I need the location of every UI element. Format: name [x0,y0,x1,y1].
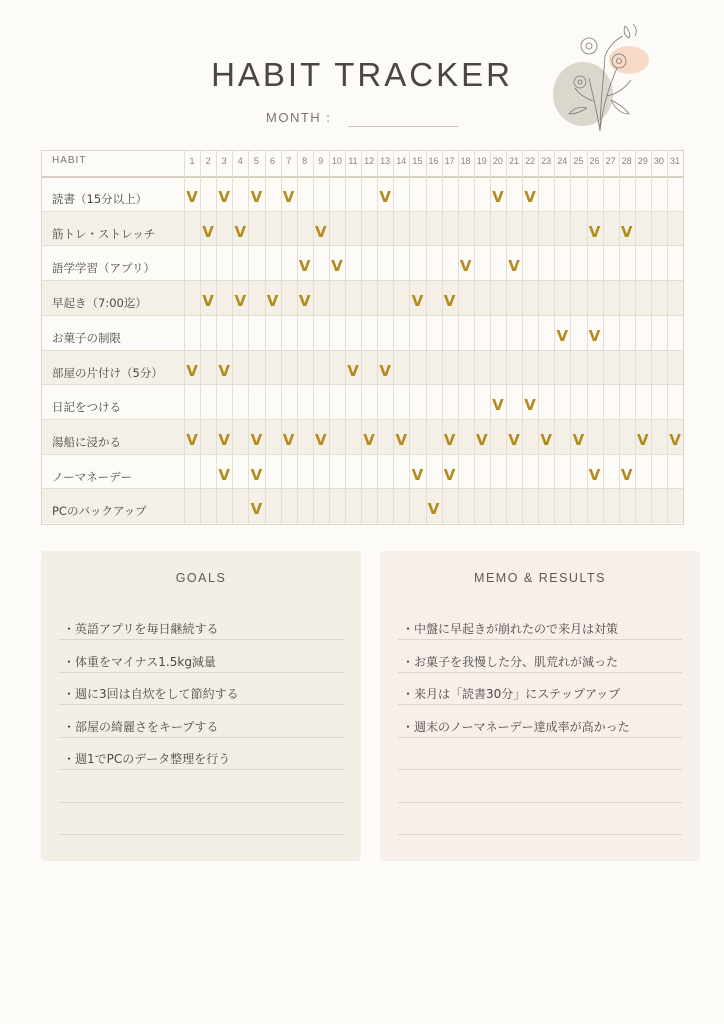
day-number: 26 [589,156,600,166]
habit-check-mark[interactable]: V [492,188,504,206]
habit-check-mark[interactable]: V [475,430,488,449]
habit-tracker-grid [41,150,684,525]
habit-check-mark[interactable]: V [282,430,295,449]
column-divider [651,151,652,524]
habit-check-mark[interactable]: V [379,361,391,380]
habit-check-mark[interactable]: V [443,292,456,311]
column-divider [345,151,346,524]
habit-check-mark[interactable]: V [524,188,536,206]
goals-item: ・部屋の綺麗さをキープする [63,719,219,734]
goals-line [59,672,343,673]
habit-check-mark[interactable]: V [588,326,601,345]
habit-check-mark[interactable]: V [620,465,633,484]
column-divider [265,151,266,524]
column-divider [538,151,539,524]
habit-check-mark[interactable]: V [250,500,263,519]
day-number: 25 [573,156,584,166]
memo-panel [380,551,700,861]
column-divider [393,151,394,524]
habit-check-mark[interactable]: V [443,465,456,484]
habit-check-mark[interactable]: V [298,292,311,311]
habit-check-mark[interactable]: V [443,430,456,449]
habit-check-mark[interactable]: V [379,188,391,206]
day-number: 9 [318,156,324,166]
habit-check-mark[interactable]: V [669,430,681,449]
day-number: 14 [396,156,407,166]
habit-name: 語学学習（アプリ） [52,261,156,276]
day-number: 24 [557,156,568,166]
habit-name: 筋トレ・ストレッチ [52,226,156,241]
day-number: 7 [286,156,292,166]
habit-name: お菓子の制限 [52,330,121,345]
month-label: MONTH : [266,110,332,125]
habit-name: PCのバックアップ [52,504,147,519]
habit-check-mark[interactable]: V [218,430,230,449]
day-number: 23 [541,156,552,166]
habit-check-mark[interactable]: V [250,188,263,206]
habit-check-mark[interactable]: V [314,222,327,241]
goals-panel [41,551,361,861]
habit-check-mark[interactable]: V [411,465,424,484]
column-divider [329,151,330,524]
page-title: HABIT TRACKER [211,56,513,93]
day-number: 31 [669,156,680,166]
column-divider [474,151,475,524]
habit-check-mark[interactable]: V [363,430,375,449]
habit-check-mark[interactable]: V [331,257,343,276]
habit-check-mark[interactable]: V [508,257,520,276]
memo-line [398,802,682,803]
column-divider [377,151,378,524]
habit-check-mark[interactable]: V [588,465,601,484]
habit-check-mark[interactable]: V [556,326,569,345]
habit-name: 湯船に浸かる [52,434,121,449]
goals-title: GOALS [175,571,227,585]
habit-check-mark[interactable]: V [250,430,263,449]
habit-check-mark[interactable]: V [218,361,230,380]
memo-item: ・来月は「読書30分」にステップアップ [402,687,621,701]
habit-check-mark[interactable]: V [620,222,633,241]
day-number: 12 [364,156,375,166]
habit-check-mark[interactable]: V [636,430,649,449]
day-number: 10 [331,156,342,166]
habit-check-mark[interactable]: V [492,396,504,415]
column-divider [426,151,427,524]
habit-name: 部屋の片付け（5分） [52,365,163,380]
habit-check-mark[interactable]: V [540,430,552,449]
habit-check-mark[interactable]: V [427,500,440,519]
goals-line [59,834,343,835]
day-number: 1 [189,156,195,166]
column-divider [297,151,298,524]
habit-check-mark[interactable]: V [266,292,279,311]
day-number: 6 [269,156,275,166]
habit-check-mark[interactable]: V [508,430,520,449]
habit-check-mark[interactable]: V [186,430,198,449]
day-number: 19 [476,156,487,166]
habit-name: ノーマネーデー [52,469,133,484]
habit-check-mark[interactable]: V [282,188,295,206]
habit-check-mark[interactable]: V [186,188,198,206]
habit-check-mark[interactable]: V [186,361,198,380]
goals-line [59,737,343,738]
column-divider [184,151,185,524]
habit-name: 日記をつける [52,400,121,415]
day-number: 5 [253,156,259,166]
day-number: 15 [412,156,423,166]
habit-check-mark[interactable]: V [234,292,247,311]
habit-name: 早起き（7:00迄） [52,296,147,311]
day-number: 27 [605,156,616,166]
column-divider [667,151,668,524]
memo-line [398,737,682,738]
habit-check-mark[interactable]: V [218,465,230,484]
day-number: 16 [428,156,439,166]
day-number: 13 [380,156,391,166]
month-input-line[interactable] [348,126,458,127]
day-number: 18 [460,156,471,166]
habit-check-mark[interactable]: V [314,430,327,449]
day-number: 8 [302,156,308,166]
day-number: 30 [653,156,664,166]
habit-check-mark[interactable]: V [459,257,472,276]
memo-line [398,769,682,770]
memo-line [398,672,682,673]
column-divider [603,151,604,524]
goals-line [59,639,343,640]
column-divider [522,151,523,524]
day-number: 3 [221,156,227,166]
goals-item: ・体重をマイナス1.5kg減量 [63,654,216,669]
day-number: 4 [237,156,243,166]
habit-check-mark[interactable]: V [218,188,230,206]
memo-item: ・お菓子を我慢した分、肌荒れが減った [402,654,619,669]
goals-line [59,802,343,803]
habit-check-mark[interactable]: V [250,465,263,484]
memo-line [398,834,682,835]
day-number: 28 [621,156,632,166]
column-divider [570,151,571,524]
memo-line [398,639,682,640]
habit-check-mark[interactable]: V [572,430,585,449]
column-divider [232,151,233,524]
memo-title: MEMO & RESULTS [474,571,606,585]
habit-check-mark[interactable]: V [524,396,536,415]
column-divider [200,151,201,524]
day-number: 2 [205,156,211,166]
column-divider [458,151,459,524]
goals-item: ・週1でPCのデータ整理を行う [63,752,231,766]
habit-name: 読書（15分以上） [52,192,148,206]
column-divider [361,151,362,524]
column-divider [490,151,491,524]
column-divider [313,151,314,524]
habit-column-header: HABIT [52,155,87,166]
day-number: 11 [348,156,358,166]
habit-check-mark[interactable]: V [347,361,359,380]
habit-check-mark[interactable]: V [202,222,214,241]
goals-item: ・週に3回は自炊をして節約する [63,687,239,701]
column-divider [635,151,636,524]
day-number: 22 [525,156,536,166]
column-divider [281,151,282,524]
habit-check-mark[interactable]: V [202,292,214,311]
memo-item: ・中盤に早起きが崩れたので来月は対策 [402,622,619,636]
habit-check-mark[interactable]: V [588,222,601,241]
goals-item: ・英語アプリを毎日継続する [63,622,219,636]
habit-check-mark[interactable]: V [395,430,408,449]
day-number: 20 [492,156,503,166]
flower-decoration-icon [545,16,655,136]
day-number: 21 [508,156,519,166]
day-number: 17 [444,156,455,166]
goals-line [59,704,343,705]
habit-check-mark[interactable]: V [234,222,247,241]
habit-check-mark[interactable]: V [411,292,424,311]
day-number: 29 [637,156,648,166]
goals-line [59,769,343,770]
memo-line [398,704,682,705]
column-divider [506,151,507,524]
memo-item: ・週末のノーマネーデー達成率が高かった [402,719,630,734]
habit-check-mark[interactable]: V [298,257,311,276]
